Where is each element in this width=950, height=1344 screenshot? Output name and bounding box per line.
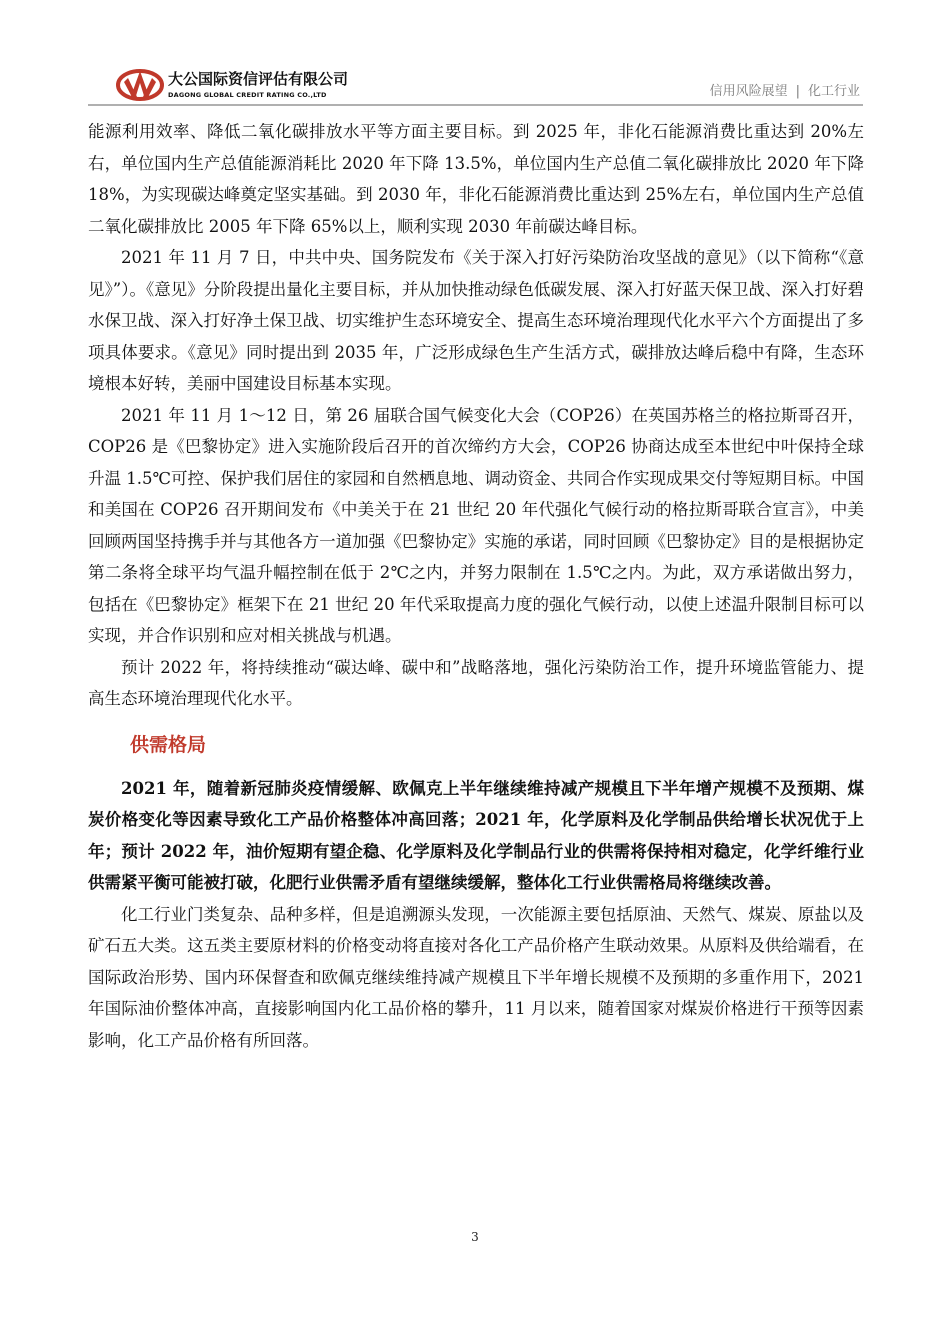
header-separator: | — [795, 84, 800, 99]
company-name-cn: 大公国际资信评估有限公司 — [168, 70, 349, 88]
paragraph-pollution-opinion: 2021 年 11 月 7 日，中共中央、国务院发布《关于深入打好污染防治攻坚战的意见》（以下简称“《意见》”）。《意见》分阶段提出量化主要目标，并从加快推动绿色低碳发展、深入打好蓝天保卫战、深入打好碧水保卫战、深入打好净土保卫战、切实维护生态环境安全、提高生态环境治理现代化水平六个方面提出了多项具体要求。《意见》同时提出到 2035 年，广泛形成绿色生产生活方式，碳排放达峰后稳中有降，生态环境根本好转，美丽中国建设目标基本实现。 — [88, 248, 864, 393]
header-rule — [88, 104, 863, 106]
paragraph-carbon-targets: 能源利用效率、降低二氧化碳排放水平等方面主要目标。到 2025 年，非化石能源消费比重达到 20%左右，单位国内生产总值能源消耗比 2020 年下降 13.5%，单位国内生产总值二氧化碳排放比 2020 年下降 18%，为实现碳达峰奠定坚实基础。到 2030 年，非化石能源消费比重达到 25%左右，单位国内生产总值二氧化碳排放比 2005 年下降 65%以上，顺利实现 2030 年前碳达峰目标。 — [88, 122, 864, 236]
dagong-logo-icon — [116, 68, 164, 102]
report-type: 信用风险展望 — [709, 84, 788, 99]
paragraph-summary-bold: 2021 年，随着新冠肺炎疫情缓解、欧佩克上半年继续维持减产规模且下半年增产规模不及预期、煤炭价格变化等因素导致化工产品价格整体冲高回落；2021 年，化学原料及化学制品供给增长状况优于上年；预计 2022 年，油价短期有望企稳、化学原料及化学制品行业的供需将保持相对稳定，化学纤维行业供需紧平衡可能被打破，化肥行业供需矛盾有望继续缓解，整体化工行业供需格局将继续改善。 — [88, 778, 864, 892]
industry-label: 化工行业 — [807, 84, 860, 99]
company-name-en: DAGONG GLOBAL CREDIT RATING CO.,LTD — [168, 91, 327, 99]
page-header — [0, 0, 950, 110]
paragraph-2022-outlook: 预计 2022 年，将持续推动“碳达峰、碳中和”战略落地，强化污染防治工作，提升环境监管能力、提高生态环境治理现代化水平。 — [88, 657, 864, 708]
page-body — [88, 116, 864, 1056]
page-number: 3 — [471, 1230, 479, 1244]
company-name-block — [168, 68, 348, 99]
paragraph-cop26: 2021 年 11 月 1～12 日，第 26 届联合国气候变化大会（COP26）在英国苏格兰的格拉斯哥召开，COP26 是《巴黎协定》进入实施阶段后召开的首次缔约方大会，COP26 协商达成至本世纪中叶保持全球升温 1.5℃可控、保护我们居住的家园和自然栖息地、调动资金、共同合作实现成果交付等短期目标。中国和美国在 COP26 召开期间发布《中美关于在 21 世纪 20 年代强化气候行动的格拉斯哥联合宣言》，中美回顾两国坚持携手并与其他各方一道加强《巴黎协定》实施的承诺，同时回顾《巴黎协定》目的是根据协定第二条将全球平均气温升幅控制在低于 2℃之内，并努力限制在 1.5℃之内。为此，双方承诺做出努力，包括在《巴黎协定》框架下在 21 世纪 20 年代采取提高力度的强化气候行动，以使上述温升限制目标可以实现，并合作识别和应对相关挑战与机遇。 — [88, 405, 864, 645]
paragraph-raw-materials: 化工行业门类复杂、品种多样，但是追溯源头发现，一次能源主要包括原油、天然气、煤炭、原盐以及矿石五大类。这五类主要原材料的价格变动将直接对各化工产品价格产生联动效果。从原料及供给端看，在国际政治形势、国内环保督查和欧佩克继续维持减产规模且下半年增长规模不及预期的多重作用下，2021 年国际油价整体冲高，直接影响国内化工品价格的攀升，11 月以来，随着国家对煤炭价格进行干预等因素影响，化工产品价格有所回落。 — [88, 904, 864, 1050]
header-report-label — [710, 80, 860, 99]
section-title-supply-demand: 供需格局 — [130, 733, 207, 756]
